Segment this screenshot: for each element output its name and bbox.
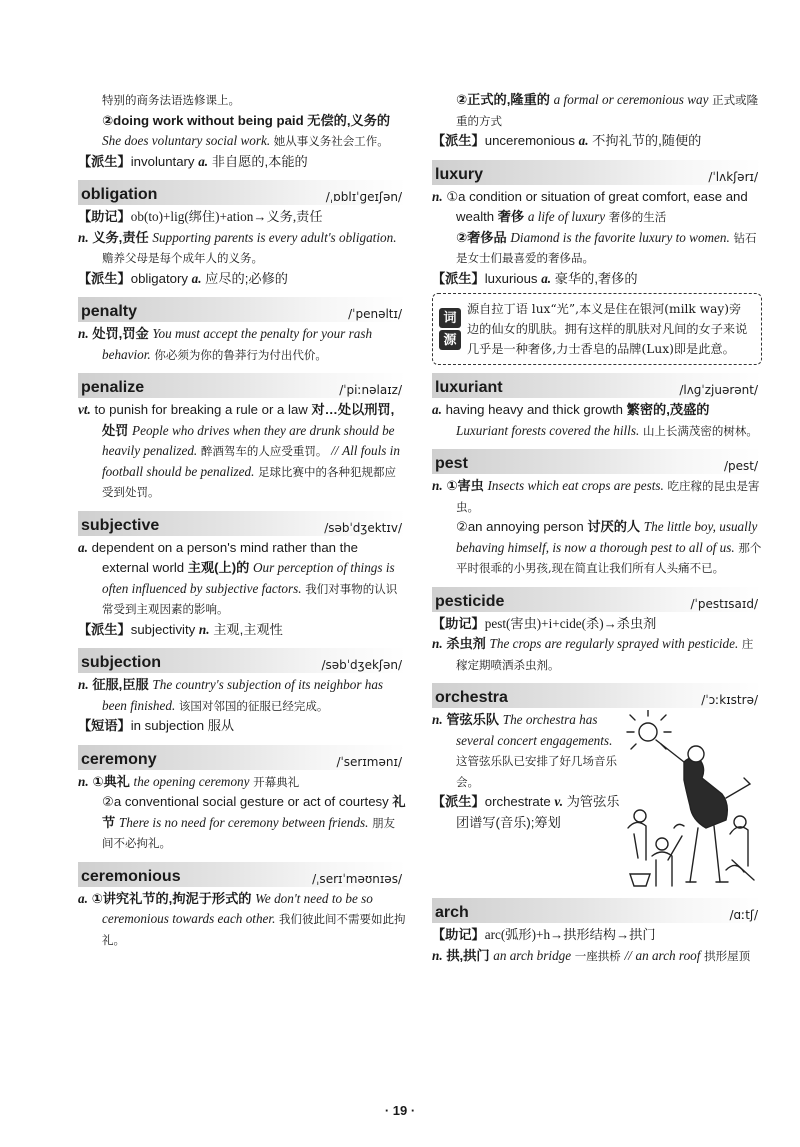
orchestra-entry	[432, 710, 762, 890]
phrase-line: 【短语】in subjection 服从	[78, 718, 235, 733]
left-column	[78, 90, 406, 950]
headword-bar-pest: pest /pest/	[432, 449, 762, 474]
headword-bar-subjective: subjective /səbˈdʒektɪv/	[78, 511, 406, 536]
etymology-text: 源自拉丁语 lux“光”,本义是住在银河(milk way)旁边的仙女的肌肤。拥有这样的肌肤对凡间的女子来说几乎是一种奢侈,力士香皂的品牌(Lux)即是此意。	[467, 302, 748, 356]
derivative-line: 【派生】orchestrate v. 为管弦乐团谱写(音乐);筹划	[432, 794, 620, 830]
headword-bar-penalty: penalty /ˈpenəltɪ/	[78, 297, 406, 322]
mnemonic-line: 【助记】ob(to)+lig(绑住)+ation→义务,责任	[78, 209, 323, 224]
derivative-line: 【派生】unceremonious a. 不拘礼节的,随便的	[432, 133, 702, 148]
orchestra-conductor-illustration	[626, 710, 756, 890]
definition: n. 处罚,罚金 You must accept the penalty for your rash behavior. 你必须为你的鲁莽行为付出代价。	[78, 326, 373, 362]
headword-bar-orchestra: orchestra /ˈɔːkɪstrə/	[432, 683, 762, 708]
headword-bar-luxury: luxury /ˈlʌkʃərɪ/	[432, 160, 762, 185]
definition: n. 管弦乐队 The orchestra has several concert engagements. 这管弦乐队已安排了好几场音乐会。	[432, 712, 617, 789]
etymology-badge: 词 源	[439, 299, 461, 359]
definition: a. ①讲究礼节的,拘泥于形式的 We don't need to be so ceremonious towards each other. 我们彼此间不需要如此拘礼。	[78, 890, 406, 947]
definition: n. ①a condition or situation of great comfort, ease and wealth 奢侈 a life of luxury 奢侈的生活	[432, 188, 748, 224]
continued-text: 特别的商务法语选修课上。	[102, 93, 240, 107]
derivative-line: 【派生】involuntary a. 非自愿的,本能的	[78, 153, 308, 169]
headword-bar-ceremonious: ceremonious /ˌserɪˈməʊnɪəs/	[78, 862, 406, 887]
definition-sense: ②a conventional social gesture or act of courtesy 礼节 There is no need for ceremony between friends. 朋友间不必拘礼。	[102, 794, 406, 850]
mnemonic-line: 【助记】pest(害虫)+i+cide(杀)→杀虫剂	[432, 615, 657, 631]
orchestra-text	[432, 710, 622, 890]
derivative-line: 【派生】luxurious a. 豪华的,奢侈的	[432, 270, 638, 286]
definition: vt. to punish for breaking a rule or a law 对…处以刑罚,处罚 People who drives when they are drunk should be heavily penalized. 醉酒驾车的人应受重罚。 // All fouls in football should be penalized. 足球比赛中的各种犯规都应受到处罚。	[78, 402, 400, 499]
definition-sense: ②an annoying person 讨厌的人 The little boy, usually behaving himself, is now a thorough pest to all of us. 那个平时很乖的小男孩,现在简直让我们所有人头痛不已。	[456, 519, 762, 575]
headword-bar-subjection: subjection /səbˈdʒekʃən/	[78, 648, 406, 673]
headword-bar-arch: arch /ɑːtʃ/	[432, 898, 762, 923]
page-number: · 19 ·	[384, 1103, 416, 1118]
etymology-box	[432, 293, 762, 365]
definition: a. dependent on a person's mind rather than the external world 主观(上)的 Our perception of things is often influenced by subjective factors. 我们对事物的认识常受到主观因素的影响。	[78, 539, 398, 616]
definition: a. having heavy and thick growth 繁密的,茂盛的 Luxuriant forests covered the hills. 山上长满茂密的树林。	[432, 402, 758, 438]
continued-sense: ②doing work without being paid 无偿的,义务的 She does voluntary social work. 她从事义务社会工作。	[102, 112, 391, 148]
mnemonic-line: 【助记】arc(弧形)+h→拱形结构→拱门	[432, 927, 656, 942]
headword-bar-obligation: obligation /ˌɒblɪˈɡeɪʃən/	[78, 180, 406, 205]
definition: n. 拱,拱门 an arch bridge 一座拱桥 // an arch roof 拱形屋顶	[432, 947, 751, 963]
headword-bar-luxuriant: luxuriant /lʌɡˈzjuərənt/	[432, 373, 762, 398]
definition: n. ①害虫 Insects which eat crops are pests. 吃庄稼的昆虫是害虫。	[432, 478, 760, 514]
derivative-line: 【派生】subjectivity n. 主观,主观性	[78, 621, 283, 637]
headword-bar-ceremony: ceremony /ˈserɪmənɪ/	[78, 745, 406, 770]
definition: n. 义务,责任 Supporting parents is every adult's obligation. 赡养父母是每个成年人的义务。	[78, 229, 397, 265]
definition-sense: ②正式的,隆重的 a formal or ceremonious way 正式或隆重的方式	[456, 92, 759, 128]
right-column	[432, 90, 762, 966]
definition: n. 征服,臣服 The country's subjection of its neighbor has been finished. 该国对邻国的征服已经完成。	[78, 677, 384, 713]
headword-bar-penalize: penalize /ˈpiːnəlaɪz/	[78, 373, 406, 398]
derivative-line: 【派生】obligatory a. 应尽的;必修的	[78, 270, 288, 286]
headword-bar-pesticide: pesticide /ˈpestɪsaɪd/	[432, 587, 762, 612]
definition-sense: ②奢侈品 Diamond is the favorite luxury to women. 钻石是女士们最喜爱的奢侈品。	[456, 229, 757, 265]
definition: n. ①典礼 the opening ceremony 开幕典礼	[78, 773, 300, 789]
definition: n. 杀虫剂 The crops are regularly sprayed with pesticide. 庄稼定期喷洒杀虫剂。	[432, 636, 754, 672]
